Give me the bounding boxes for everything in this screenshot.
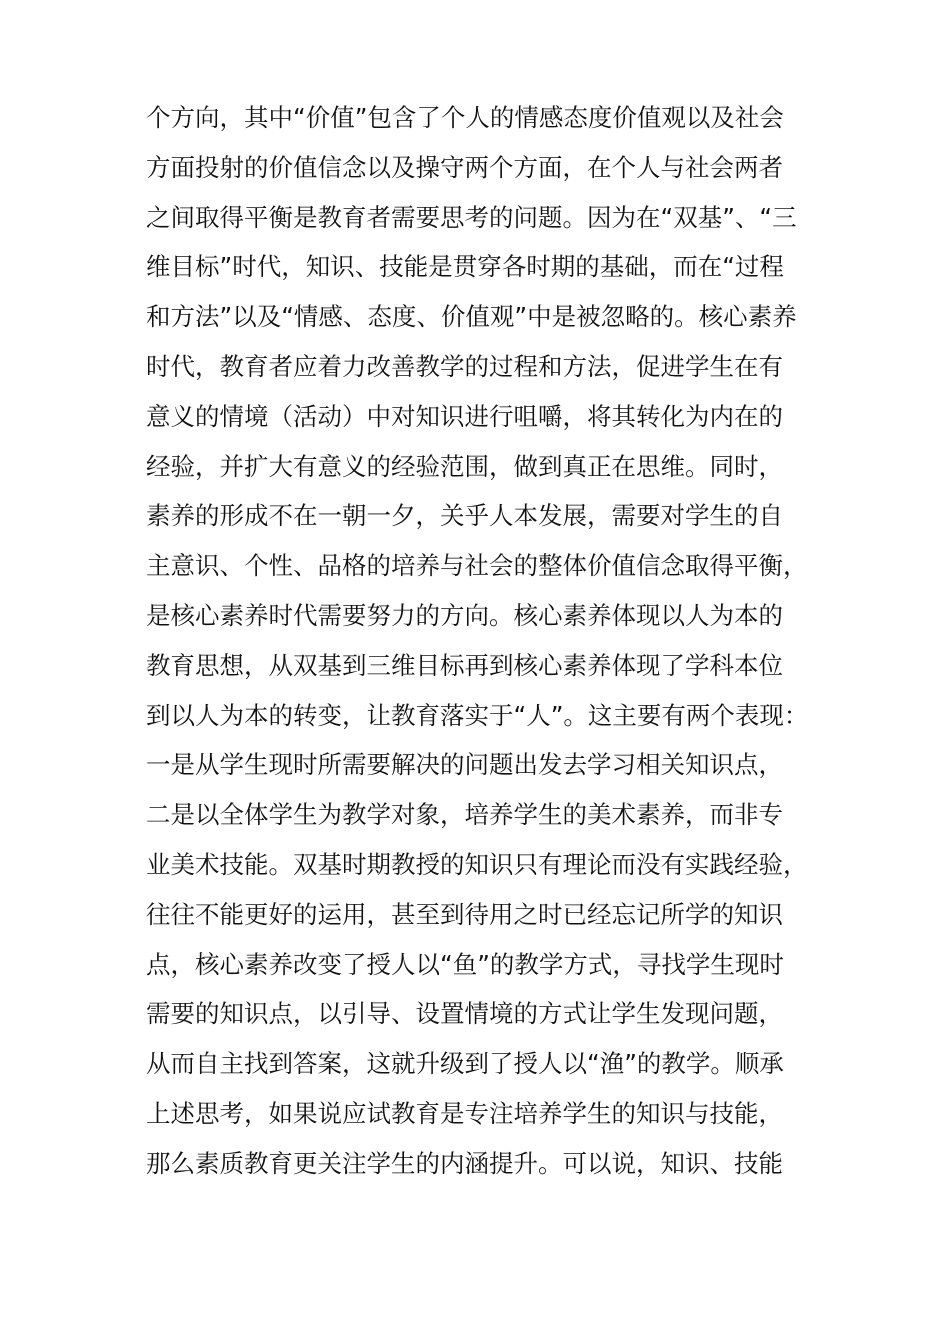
text-line: 和方法”以及“情感、态度、价值观”中是被忽略的。核心素养 [146,302,797,332]
text-line: 主意识、个性、品格的培养与社会的整体价值信念取得平衡， [146,551,808,581]
body-text [146,93,846,1189]
text-line: 教育思想，从双基到三维目标再到核心素养体现了学科本位 [146,650,783,680]
text-line: 经验，并扩大有意义的经验范围，做到真正在思维。同时， [146,451,783,481]
text-line: 维目标”时代，知识、技能是贯穿各时期的基础，而在“过程 [146,252,784,282]
text-line: 二是以全体学生为教学对象，培养学生的美术素养，而非专 [146,800,783,830]
text-line: 是核心素养时代需要努力的方向。核心素养体现以人为本的 [146,600,783,630]
text-line: 上述思考，如果说应试教育是专注培养学生的知识与技能， [146,1098,783,1128]
text-line: 业美术技能。双基时期教授的知识只有理论而没有实践经验， [146,849,808,879]
text-line: 时代，教育者应着力改善教学的过程和方法，促进学生在有 [146,351,783,381]
text-line: 之间取得平衡是教育者需要思考的问题。因为在“双基”、“三 [146,202,797,232]
text-line: 方面投射的价值信念以及操守两个方面，在个人与社会两者 [146,152,783,182]
text-line: 从而自主找到答案，这就升级到了授人以“渔”的教学。顺承 [146,1049,784,1079]
text-line: 需要的知识点，以引导、设置情境的方式让学生发现问题， [146,999,783,1029]
text-line: 个方向，其中“价值”包含了个人的情感态度价值观以及社会 [146,103,784,132]
text-line: 素养的形成不在一朝一夕，关乎人本发展，需要对学生的自 [146,501,783,531]
text-line: 往往不能更好的运用，甚至到待用之时已经忘记所学的知识 [146,899,783,929]
text-line: 点，核心素养改变了授人以“鱼”的教学方式，寻找学生现时 [146,949,784,979]
text-line: 一是从学生现时所需要解决的问题出发去学习相关知识点， [146,750,783,780]
text-line: 意义的情境（活动）中对知识进行咀嚼，将其转化为内在的 [146,401,783,431]
text-line: 那么素质教育更关注学生的内涵提升。可以说，知识、技能 [146,1148,783,1178]
text-line: 到以人为本的转变，让教育落实于“人”。这主要有两个表现： [146,700,809,730]
